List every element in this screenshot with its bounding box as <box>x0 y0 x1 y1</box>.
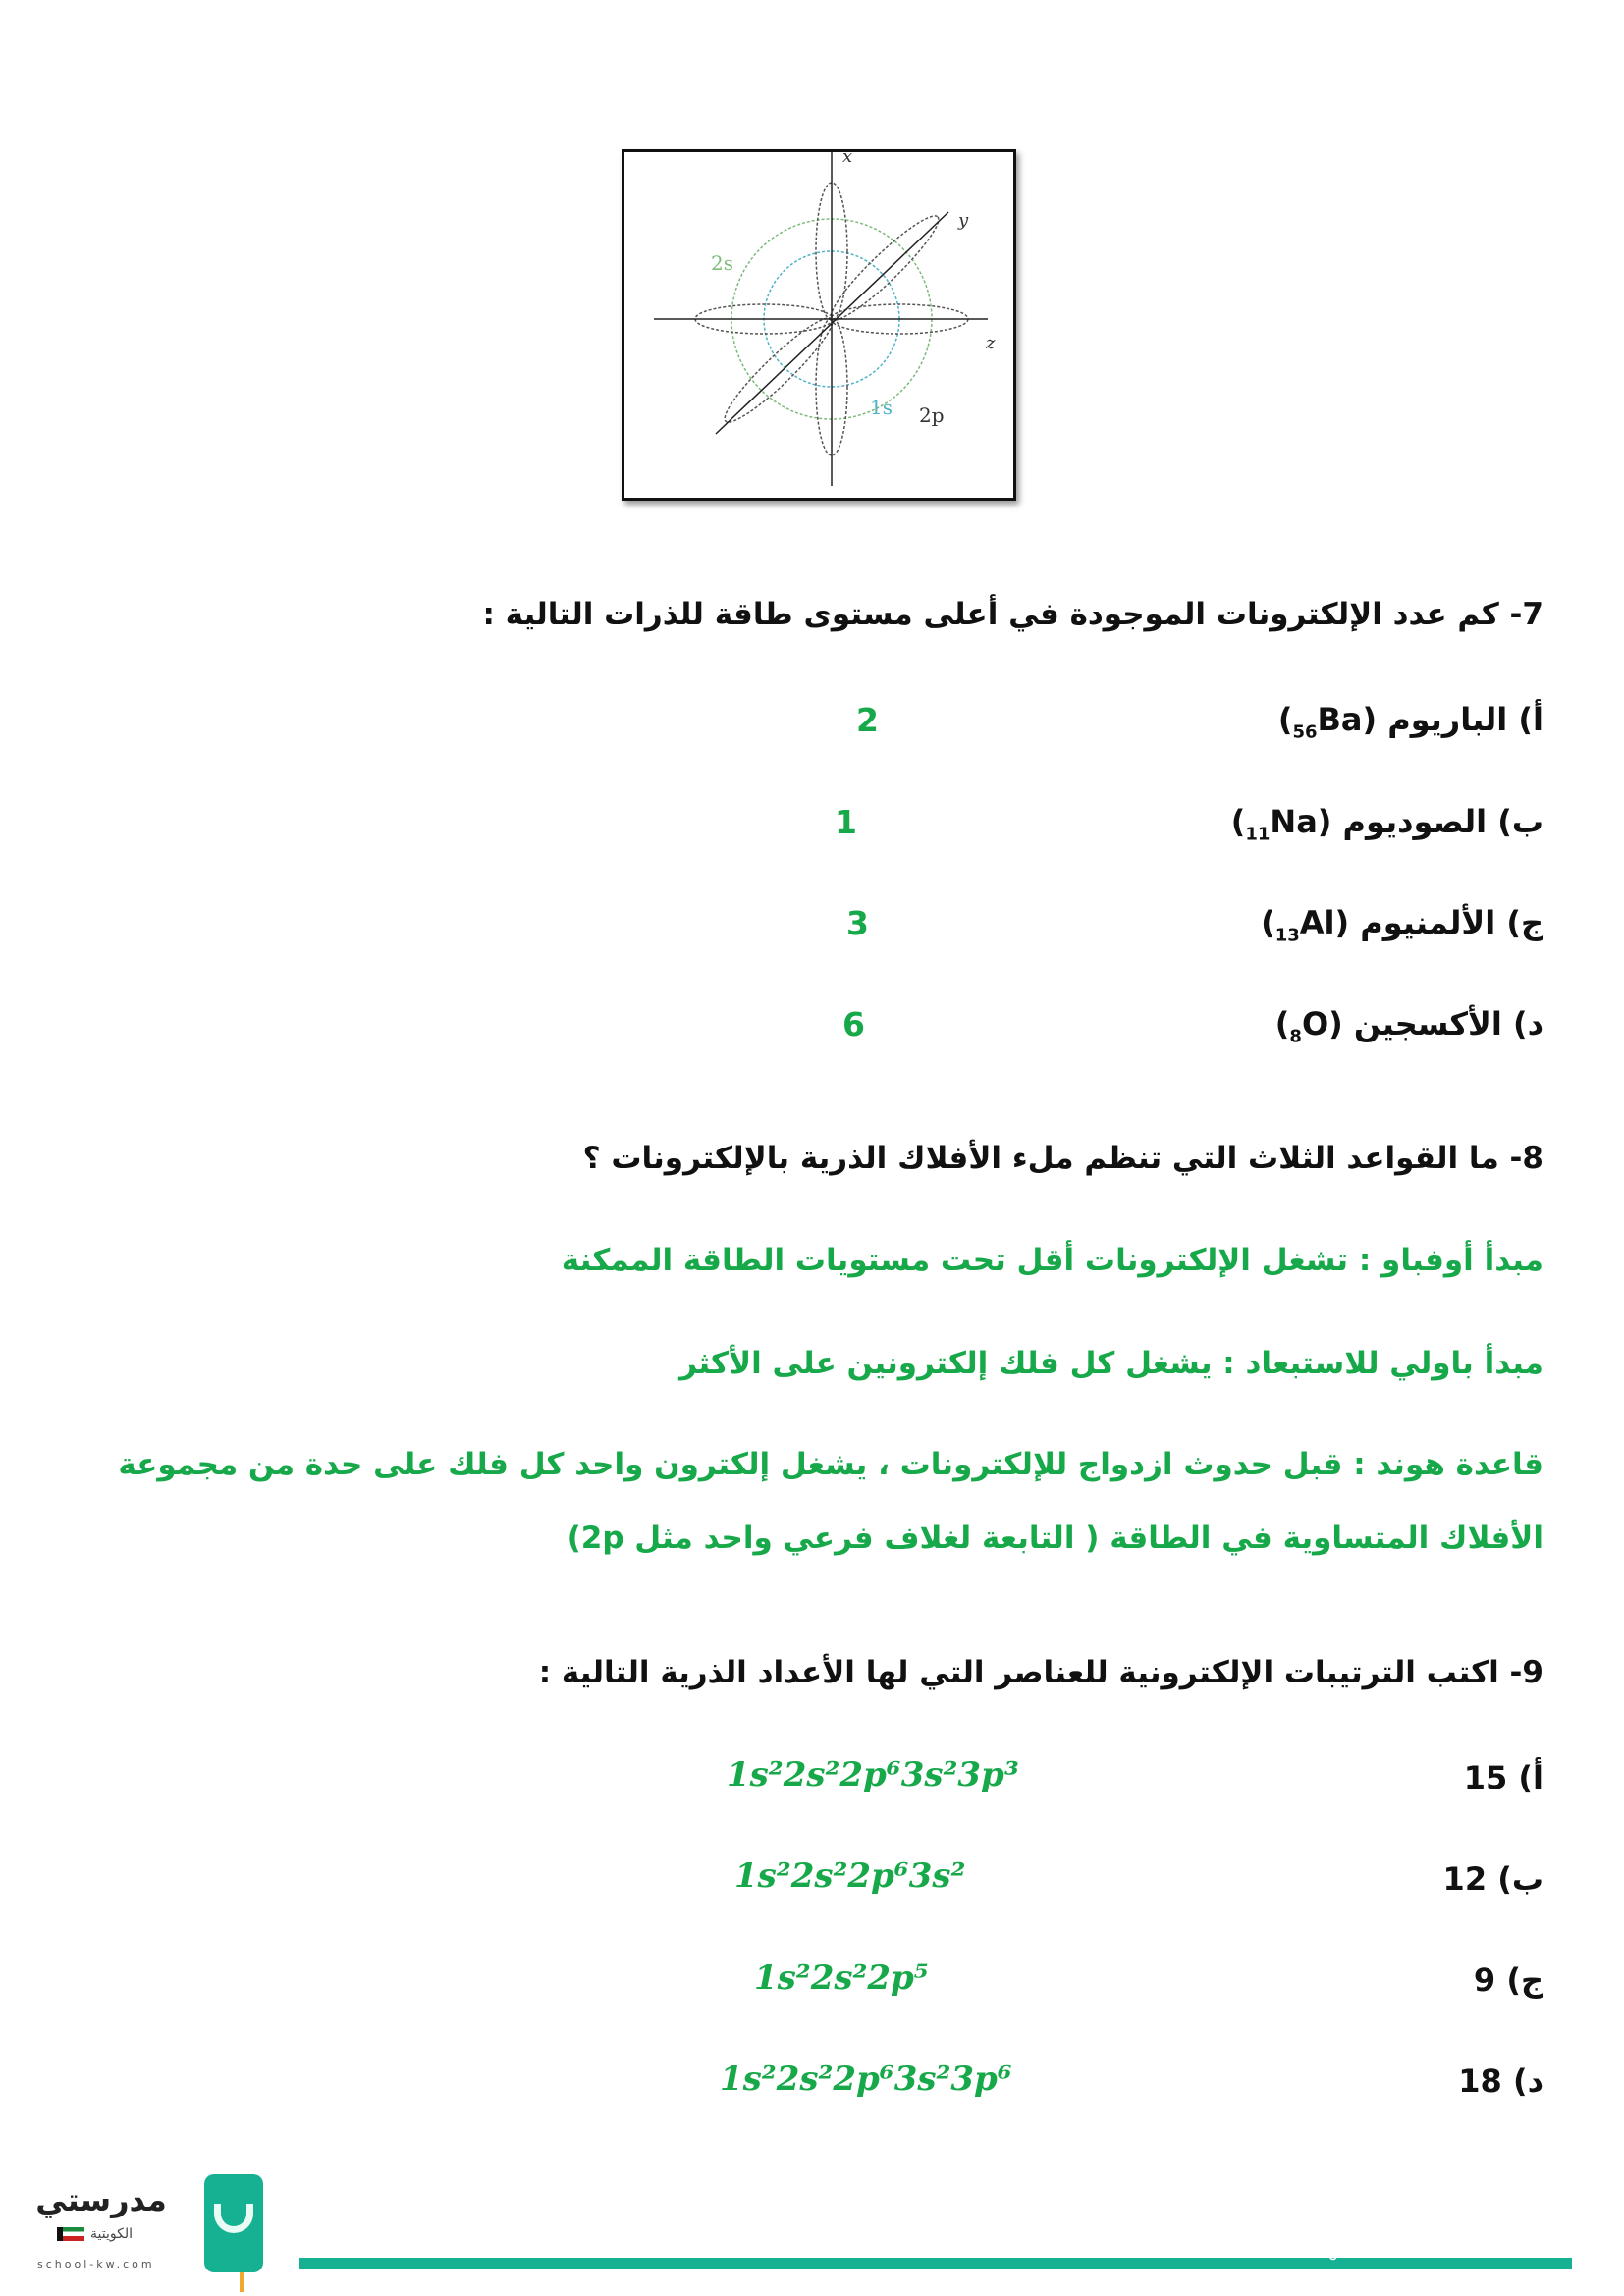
q9-config-18: 1s²2s²2p⁶3s²3p⁶ <box>720 2059 1012 2099</box>
q9-label-18: د) 18 <box>1458 2062 1543 2100</box>
kuwait-flag-icon <box>57 2227 84 2241</box>
atomic-orbitals-diagram <box>622 149 1016 501</box>
madrasati-logo <box>27 2160 283 2292</box>
q7-item-aluminum: ج) الألمنيوم $(_{13}Al)$ <box>1261 904 1543 946</box>
q8-answer-pauli: مبدأ باولي للاستبعاد : يشغل كل فلك إلكترونين على الأكثر <box>679 1346 1543 1381</box>
label-1s: 1s <box>870 396 893 419</box>
logo-url: school-kw.com <box>37 2258 155 2270</box>
orbitals-svg <box>624 152 1013 498</box>
q9-config-9: 1s²2s²2p⁵ <box>754 1958 929 1998</box>
q7-answer-aluminum: 3 <box>846 904 869 942</box>
q9-config-15: 1s²2s²2p⁶3s²3p³ <box>727 1755 1019 1794</box>
q7-answer-oxygen: 6 <box>842 1005 865 1043</box>
label-2s: 2s <box>711 251 733 275</box>
y-label: y <box>958 210 969 231</box>
question-9-title: 9- اكتب الترتيبات الإلكترونية للعناصر التي لها الأعداد الذرية التالية : <box>538 1655 1543 1690</box>
q8-answer-hund-line1: قاعدة هوند : قبل حدوث ازدواج للإلكترونات ، يشغل إلكترون واحد كل فلك على حدة من مجموعة <box>118 1447 1543 1482</box>
logo-name: مدرستي <box>35 2181 167 2218</box>
q9-label-12: ب) 12 <box>1442 1860 1543 1897</box>
label-2p: 2p <box>919 403 945 427</box>
q7-item-oxygen: د) الأكسجين $(_8O)$ <box>1274 1005 1543 1047</box>
q9-label-9: ج) 9 <box>1473 1961 1543 1999</box>
q8-answer-aufbau: مبدأ أوفباو : تشغل الإلكترونات أقل تحت مستويات الطاقة الممكنة <box>561 1243 1543 1278</box>
footer-divider <box>299 2258 1572 2269</box>
logo-bookmark-icon <box>204 2174 263 2272</box>
q7-answer-sodium: 1 <box>835 803 857 841</box>
q7-item-sodium: ب) الصوديوم $(_{11}Na)$ <box>1230 803 1543 845</box>
logo-country-row <box>57 2226 133 2242</box>
page-number: 0 <box>1327 2244 1339 2265</box>
q9-config-12: 1s²2s²2p⁶3s² <box>734 1856 966 1896</box>
question-7-title: 7- كم عدد الإلكترونات الموجودة في أعلى مستوى طاقة للذرات التالية : <box>482 597 1543 632</box>
question-8-title: 8- ما القواعد الثلاث التي تنظم ملء الأفلاك الذرية بالإلكترونات ؟ <box>582 1141 1543 1176</box>
orbital-2p-lobe <box>716 309 840 431</box>
logo-country: الكويتية <box>90 2226 133 2242</box>
q8-answer-hund-line2: الأفلاك المتساوية في الطاقة ( التابعة لغلاف فرعي واحد مثل 2p) <box>567 1521 1543 1556</box>
q7-answer-barium: 2 <box>856 701 879 739</box>
q7-item-barium: أ) الباريوم $(_{56}Ba)$ <box>1277 701 1543 743</box>
q9-label-15: أ) 15 <box>1463 1759 1543 1796</box>
x-label: x <box>842 152 853 167</box>
z-label: z <box>986 333 996 353</box>
